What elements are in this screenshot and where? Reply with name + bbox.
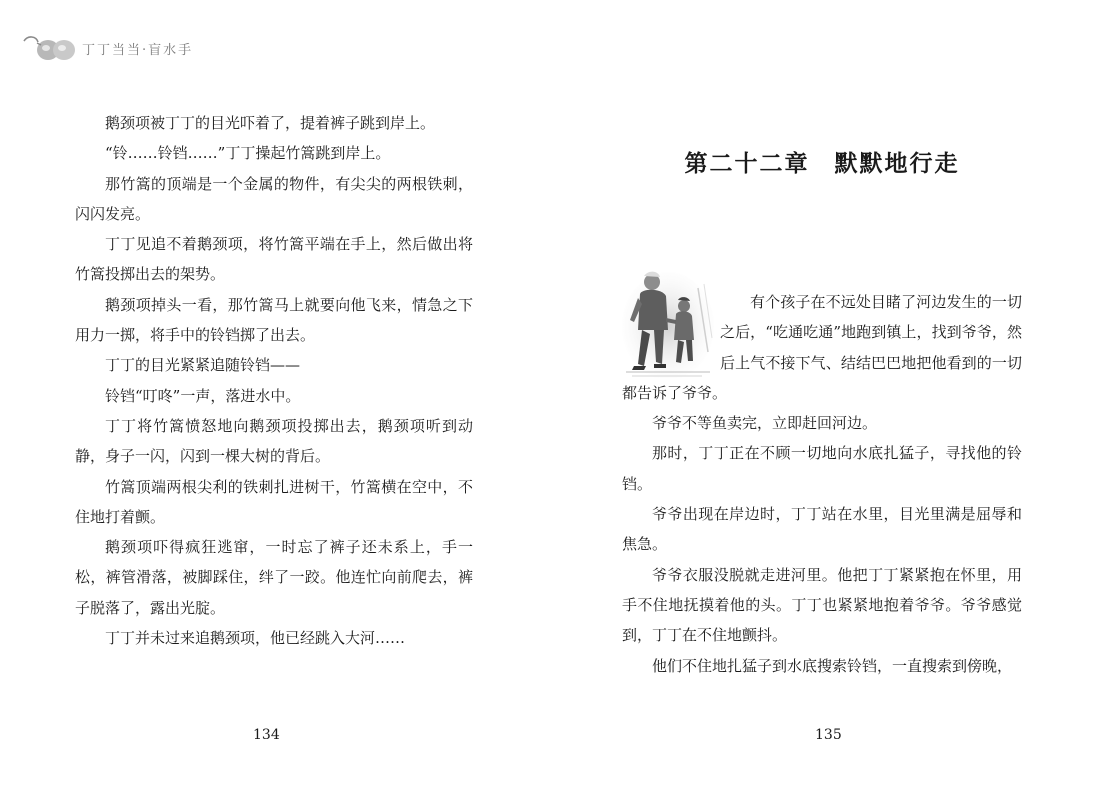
left-page-text <box>75 108 473 653</box>
paragraph: 爷爷衣服没脱就走进河里。他把丁丁紧紧抱在怀里，用手不住地抚摸着他的头。丁丁也紧紧地抱着爷爷。爷爷感觉到，丁丁在不住地颤抖。 <box>622 565 1022 645</box>
paragraph: 丁丁将竹篙愤怒地向鹅颈项投掷出去，鹅颈项听到动静，身子一闪，闪到一棵大树的背后。 <box>75 416 473 466</box>
paragraph: 竹篙顶端两根尖利的铁刺扎进树干，竹篙横在空中，不住地打着颤。 <box>75 477 473 526</box>
paragraph: 丁丁见追不着鹅颈项，将竹篙平端在手上，然后做出将竹篙投掷出去的架势。 <box>75 235 473 284</box>
paragraph: 鹅颈项被丁丁的目光吓着了，提着裤子跳到岸上。 <box>105 114 436 132</box>
paragraph: 铃铛“叮咚”一声，落进水中。 <box>105 386 301 405</box>
paragraph: 鹅颈项掉头一看，那竹篙马上就要向他飞来，情急之下用力一掷，将手中的铃铛掷了出去。 <box>75 295 473 345</box>
paragraph: 爷爷不等鱼卖完，立即赶回河边。 <box>652 414 878 433</box>
left-page <box>75 0 473 786</box>
paragraph: 爷爷出现在岸边时，丁丁站在水里，目光里满是屈辱和焦急。 <box>622 505 1022 554</box>
paragraph: 有个孩子在不远处目睹了河边发生的一切之后，“吃通吃通”地跑到镇上，找到爷爷，然后上气不接下气、结结巴巴地把他看到的一切都告诉了爷爷。 <box>622 293 1022 402</box>
paragraph: “铃……铃铛……”丁丁操起竹篙跳到岸上。 <box>105 144 391 163</box>
paragraph: 那时，丁丁正在不顾一切地向水底扎猛子，寻找他的铃铛。 <box>622 444 1022 493</box>
paragraph: 他们不住地扎猛子到水底搜索铃铛，一直搜索到傍晚， <box>652 656 1013 675</box>
paragraph: 丁丁并未过来追鹅颈项，他已经跳入大河…… <box>105 629 406 648</box>
right-page <box>622 0 1022 786</box>
paragraph: 鹅颈项吓得疯狂逃窜，一时忘了裤子还未系上，手一松，裤管滑落，被脚踩住，绊了一跤。他连忙向前爬去，裤子脱落了，露出光腚。 <box>75 538 473 617</box>
page-number-right: 135 <box>815 727 842 743</box>
right-page-text <box>622 287 1022 681</box>
page-number-left: 134 <box>253 727 280 743</box>
gourd-icon <box>22 33 78 63</box>
paragraph: 丁丁的目光紧紧追随铃铛—— <box>105 356 301 375</box>
series-title: 丁丁当当·盲水手 <box>82 42 194 58</box>
illustration-wrap-space <box>622 287 720 375</box>
paragraph: 那竹篙的顶端是一个金属的物件，有尖尖的两根铁刺，闪闪发亮。 <box>75 174 473 223</box>
chapter-title: 第二十二章 默默地行走 <box>684 150 960 177</box>
